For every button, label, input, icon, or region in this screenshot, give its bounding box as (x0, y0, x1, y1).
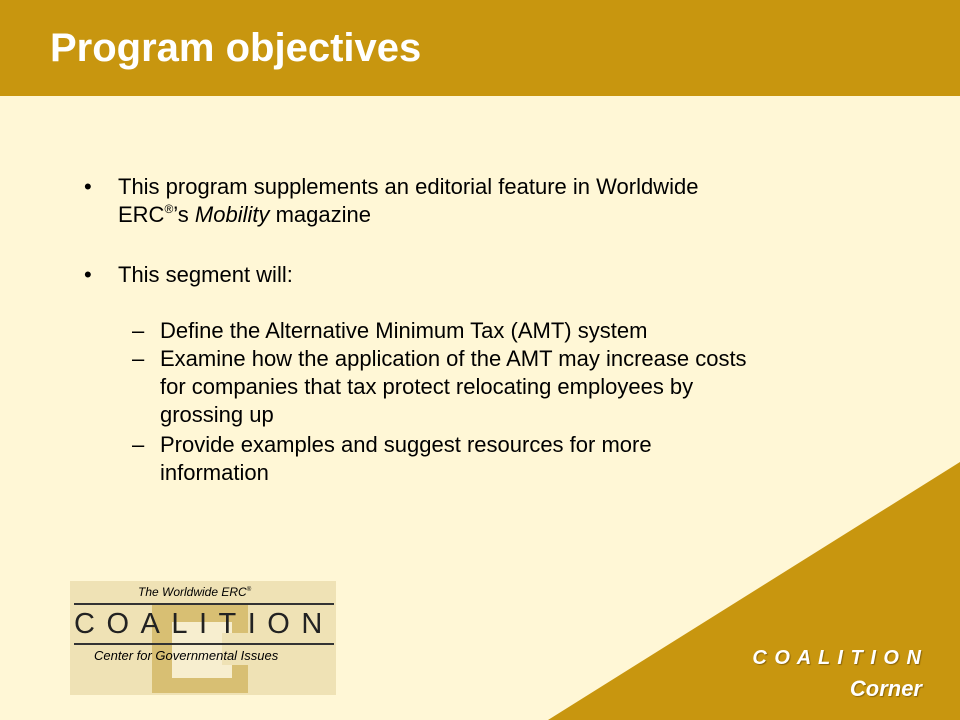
dash-symbol: – (132, 346, 145, 371)
magazine-name: Mobility (194, 202, 270, 227)
sub-bullet-line: Examine how the application of the AMT may increase costs (160, 346, 747, 371)
dash-symbol: – (132, 432, 145, 457)
bullet-line (118, 201, 698, 229)
logo-registered-mark: ® (246, 587, 252, 593)
slide-title: Program objectives (50, 26, 422, 70)
sub-bullet-line: for companies that tax protect relocating employees by (160, 374, 694, 399)
logo-wordmark: COALITION (74, 608, 334, 640)
bullet-line: This segment will: (118, 262, 293, 287)
sub-bullet-line: Provide examples and suggest resources for more (160, 432, 652, 457)
bullet-text-end: magazine (269, 202, 371, 227)
bullet-symbol: • (84, 262, 92, 287)
corner-label-line2: Corner (849, 676, 922, 701)
logo-top-text (138, 585, 251, 599)
logo-rule-bottom (74, 643, 334, 645)
sub-bullet-line: information (160, 460, 269, 485)
sub-bullet-line: Define the Alternative Minimum Tax (AMT) system (160, 318, 648, 343)
bullet-text-erc: ERC (118, 202, 165, 227)
corner-label-line1: C O A L I T I O N (752, 647, 922, 669)
bullet-text-possessive: ’s (173, 202, 195, 227)
logo-rule-top (74, 603, 334, 605)
bullet-line: This program supplements an editorial feature in Worldwide (118, 174, 699, 199)
registered-mark: ® (164, 202, 174, 216)
logo-subtitle: Center for Governmental Issues (94, 648, 279, 663)
dash-symbol: – (132, 318, 145, 343)
logo-org-name: The Worldwide ERC (138, 585, 247, 599)
sub-bullet-line: grossing up (160, 402, 274, 427)
bullet-symbol: • (84, 174, 92, 199)
